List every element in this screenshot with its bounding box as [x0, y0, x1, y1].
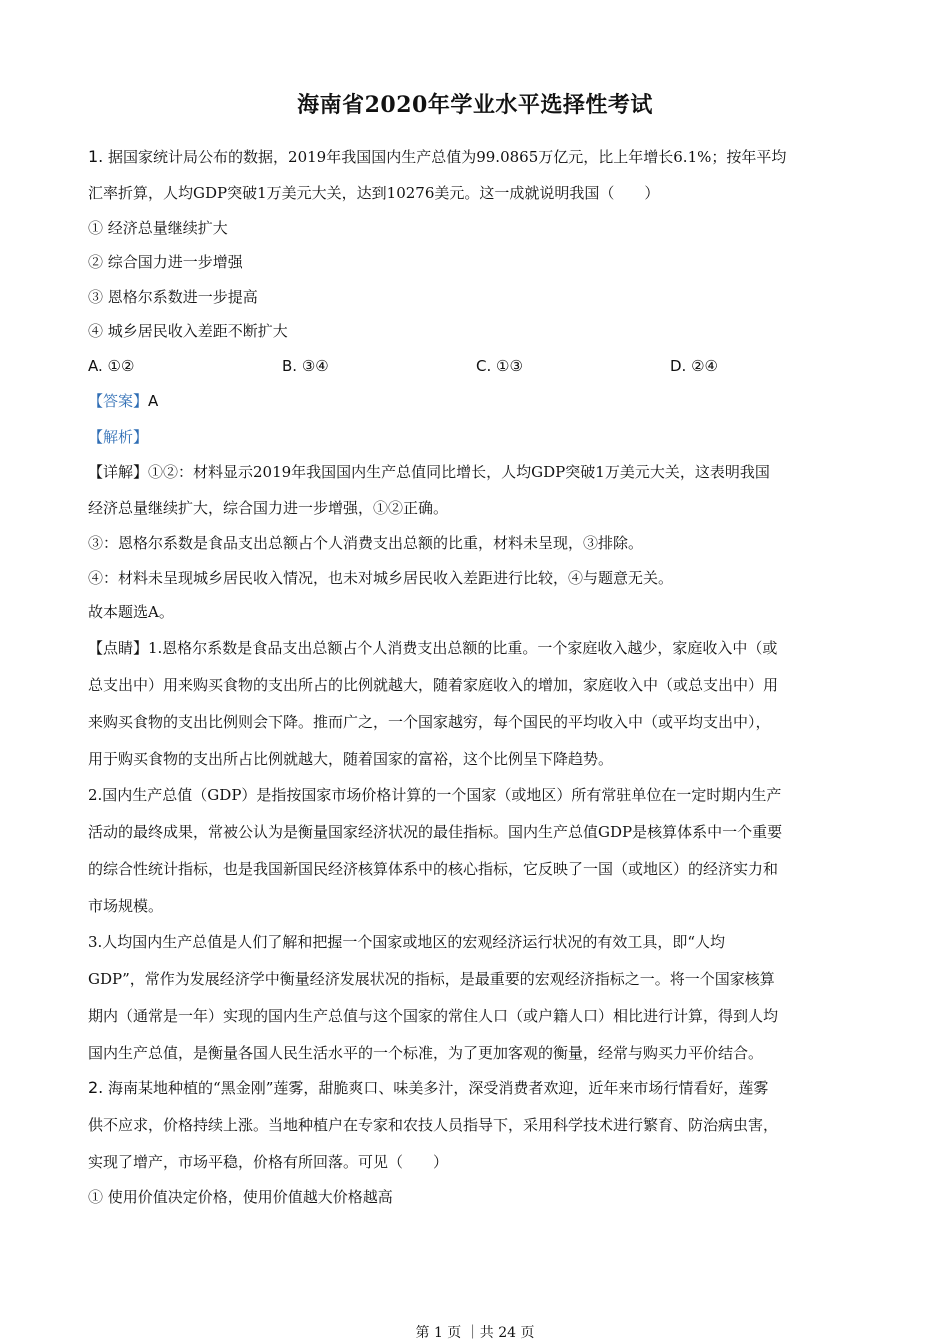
q1-option-c-text: ①③: [496, 357, 523, 375]
detail-line-1: 【详解】①②：材料显示2019年我国国内生产总值同比增长，人均GDP突破1万美元大关，这表明我国: [88, 463, 770, 481]
detail-line-3: ③：恩格尔系数是食品支出总额占个人消费支出总额的比重，材料未呈现，③排除。: [88, 534, 644, 552]
q1-item-4: ④ 城乡居民收入差距不断扩大: [88, 322, 288, 340]
q1-stem-text-1: 据国家统计局公布的数据，2019年我国国内生产总值为99.0865万亿元，比上年增长6.1%；按年平均: [108, 148, 787, 166]
tips-line-6: 活动的最终成果，常被公认为是衡量国家经济状况的最佳指标。国内生产总值GDP是核算体系中一个重要: [88, 823, 783, 841]
detail-line-2: 经济总量继续扩大，综合国力进一步增强，①②正确。: [88, 499, 449, 517]
q1-option-a-text: ①②: [107, 357, 135, 375]
answer-tag: 【答案】: [88, 392, 149, 410]
tips-line-1: 【点睛】1.恩格尔系数是食品支出总额占个人消费支出总额的比重。一个家庭收入越少，家庭收入中（或: [88, 639, 778, 657]
q1-option-b-letter: B.: [282, 357, 298, 375]
tips-line-8: 市场规模。: [88, 897, 164, 915]
q1-option-c-letter: C.: [476, 357, 492, 375]
q2-stem-text-1: 海南某地种植的“黑金刚”莲雾，甜脆爽口、味美多汁，深受消费者欢迎，近年来市场行情看好，莲雾: [108, 1079, 769, 1097]
q1-option-d: [670, 355, 718, 377]
tips-line-7: 的综合性统计指标，也是我国新国民经济核算体系中的核心指标，它反映了一国（或地区）的经济实力和: [88, 860, 779, 878]
q2-number: 2.: [88, 1078, 104, 1097]
q1-option-a-letter: A.: [88, 357, 103, 375]
q1-option-d-letter: D.: [670, 357, 687, 375]
q2-stem-line-2: 供不应求，价格持续上涨。当地种植户在专家和农技人员指导下，采用科学技术进行繁育、防治病虫害，: [88, 1116, 779, 1134]
detail-line-5: 故本题选A。: [88, 603, 174, 621]
q2-item-1: ① 使用价值决定价格，使用价值越大价格越高: [88, 1188, 393, 1206]
tips-line-12: 国内生产总值，是衡量各国人民生活水平的一个标准，为了更加客观的衡量，经常与购买力平价结合。: [88, 1044, 764, 1062]
tips-line-9: 3.人均国内生产总值是人们了解和把握一个国家或地区的宏观经济运行状况的有效工具，即“人均: [88, 933, 725, 951]
q1-option-b: [282, 355, 329, 377]
analysis-tag: 【解析】: [88, 428, 149, 446]
tips-line-4: 用于购买食物的支出所占比例就越大，随着国家的富裕，这个比例呈下降趋势。: [88, 750, 614, 768]
q2-stem-line-3: 实现了增产，市场平稳，价格有所回落。可见（ ）: [88, 1153, 449, 1171]
q1-stem-line-1: [88, 146, 868, 168]
q1-stem-line-2: 汇率折算，人均GDP突破1万美元大关，达到10276美元。这一成就说明我国（ ）: [88, 184, 660, 202]
detail-line-4: ④：材料未呈现城乡居民收入情况，也未对城乡居民收入差距进行比较，④与题意无关。: [88, 569, 674, 587]
q1-option-c: [476, 355, 523, 377]
q1-option-a: [88, 355, 134, 377]
tips-line-10: GDP”，常作为发展经济学中衡量经济发展状况的指标，是最重要的宏观经济指标之一。将一个国家核算: [88, 970, 775, 988]
q1-item-3: ③ 恩格尔系数进一步提高: [88, 288, 258, 306]
q1-item-2: ② 综合国力进一步增强: [88, 253, 243, 271]
tips-line-2: 总支出中）用来购买食物的支出所占的比例就越大，随着家庭收入的增加，家庭收入中（或总支出中）用: [88, 676, 779, 694]
tips-line-3: 来购买食物的支出比例则会下降。推而广之，一个国家越穷，每个国民的平均收入中（或平均支出中），: [88, 713, 771, 731]
q1-option-d-text: ②④: [691, 357, 719, 375]
page-footer: 第 1 页 ｜共 24 页: [415, 1325, 535, 1341]
q1-option-b-text: ③④: [301, 357, 329, 375]
q1-answer-line: [88, 390, 868, 412]
q1-number: 1.: [88, 147, 104, 166]
q2-stem-line-1: [88, 1077, 868, 1099]
answer-value: A: [148, 392, 159, 410]
document-title: 海南省2020年学业水平选择性考试: [297, 92, 653, 118]
tips-line-5: 2.国内生产总值（GDP）是指按国家市场价格计算的一个国家（或地区）所有常驻单位在一定时期内生产: [88, 786, 782, 804]
tips-line-11: 期内（通常是一年）实现的国内生产总值与这个国家的常住人口（或户籍人口）相比进行计算，得到人均: [88, 1007, 779, 1025]
q1-item-1: ① 经济总量继续扩大: [88, 219, 228, 237]
